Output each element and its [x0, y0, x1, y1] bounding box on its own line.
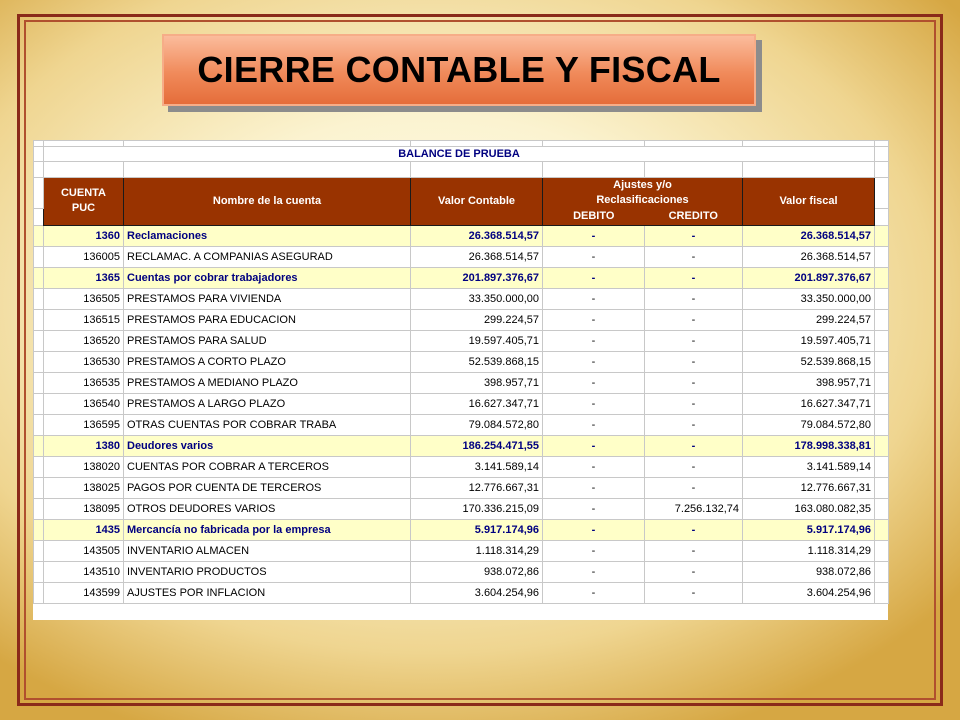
- group-row: [34, 435, 889, 456]
- cell-contable: 938.072,86: [411, 561, 543, 582]
- table-row: [34, 456, 889, 477]
- row-gutter: [875, 246, 889, 267]
- cell-fiscal: 201.897.376,67: [743, 267, 875, 288]
- cell-debito: -: [543, 477, 645, 498]
- cell-fiscal: 299.224,57: [743, 309, 875, 330]
- cell-contable: 5.917.174,96: [411, 519, 543, 540]
- cell-name: PRESTAMOS A CORTO PLAZO: [124, 351, 411, 372]
- row-gutter: [875, 477, 889, 498]
- cell-contable: 201.897.376,67: [411, 267, 543, 288]
- table-row: [34, 309, 889, 330]
- header-nombre: Nombre de la cuenta: [124, 178, 411, 226]
- cell-fiscal: 178.998.338,81: [743, 435, 875, 456]
- row-gutter: [34, 435, 44, 456]
- cell-code: 143505: [44, 540, 124, 561]
- cell-name: PAGOS POR CUENTA DE TERCEROS: [124, 477, 411, 498]
- row-gutter: [34, 267, 44, 288]
- row-gutter: [875, 288, 889, 309]
- cell-code: 138025: [44, 477, 124, 498]
- cell-code: 1435: [44, 519, 124, 540]
- cell-contable: 19.597.405,71: [411, 330, 543, 351]
- cell-name: INVENTARIO PRODUCTOS: [124, 561, 411, 582]
- cell-credito: -: [645, 477, 743, 498]
- cell-credito: -: [645, 309, 743, 330]
- cell-code: 136520: [44, 330, 124, 351]
- cell-contable: 26.368.514,57: [411, 225, 543, 246]
- table-row: [34, 246, 889, 267]
- cell-fiscal: 19.597.405,71: [743, 330, 875, 351]
- cell-name: Cuentas por cobrar trabajadores: [124, 267, 411, 288]
- cell-contable: 1.118.314,29: [411, 540, 543, 561]
- cell-debito: -: [543, 435, 645, 456]
- cell-fiscal: 33.350.000,00: [743, 288, 875, 309]
- row-gutter: [34, 561, 44, 582]
- cell-credito: -: [645, 582, 743, 603]
- cell-fiscal: 16.627.347,71: [743, 393, 875, 414]
- row-gutter: [34, 225, 44, 246]
- cell-credito: -: [645, 351, 743, 372]
- cell-contable: 170.336.215,09: [411, 498, 543, 519]
- row-gutter: [875, 393, 889, 414]
- balance-table: [33, 140, 889, 604]
- cell-fiscal: 938.072,86: [743, 561, 875, 582]
- cell-debito: -: [543, 540, 645, 561]
- cell-debito: -: [543, 498, 645, 519]
- cell-debito: -: [543, 456, 645, 477]
- row-gutter: [875, 561, 889, 582]
- cell-name: OTROS DEUDORES VARIOS: [124, 498, 411, 519]
- cell-name: Deudores varios: [124, 435, 411, 456]
- cell-code: 1360: [44, 225, 124, 246]
- cell-credito: -: [645, 456, 743, 477]
- cell-name: PRESTAMOS A LARGO PLAZO: [124, 393, 411, 414]
- row-gutter: [875, 414, 889, 435]
- table-row: [34, 351, 889, 372]
- row-gutter: [875, 435, 889, 456]
- row-gutter: [34, 477, 44, 498]
- cell-debito: -: [543, 561, 645, 582]
- table-row: [34, 561, 889, 582]
- cell-credito: -: [645, 414, 743, 435]
- cell-contable: 26.368.514,57: [411, 246, 543, 267]
- row-gutter: [34, 372, 44, 393]
- row-gutter: [34, 582, 44, 603]
- cell-contable: 186.254.471,55: [411, 435, 543, 456]
- row-gutter: [34, 393, 44, 414]
- cell-contable: 52.539.868,15: [411, 351, 543, 372]
- cell-code: 1365: [44, 267, 124, 288]
- cell-debito: -: [543, 582, 645, 603]
- table-row: [34, 393, 889, 414]
- cell-code: 138095: [44, 498, 124, 519]
- cell-credito: -: [645, 540, 743, 561]
- row-gutter: [875, 498, 889, 519]
- table-row: [34, 288, 889, 309]
- cell-contable: 33.350.000,00: [411, 288, 543, 309]
- cell-credito: -: [645, 288, 743, 309]
- cell-name: INVENTARIO ALMACEN: [124, 540, 411, 561]
- cell-credito: -: [645, 519, 743, 540]
- cell-code: 1380: [44, 435, 124, 456]
- cell-fiscal: 52.539.868,15: [743, 351, 875, 372]
- cell-credito: -: [645, 561, 743, 582]
- cell-fiscal: 3.141.589,14: [743, 456, 875, 477]
- cell-name: Mercancía no fabricada por la empresa: [124, 519, 411, 540]
- cell-credito: -: [645, 372, 743, 393]
- cell-debito: -: [543, 372, 645, 393]
- header-row: [34, 178, 889, 209]
- cell-name: Reclamaciones: [124, 225, 411, 246]
- spacer-row: [34, 162, 889, 178]
- row-gutter: [34, 351, 44, 372]
- row-gutter: [34, 414, 44, 435]
- cell-name: PRESTAMOS PARA VIVIENDA: [124, 288, 411, 309]
- cell-credito: -: [645, 435, 743, 456]
- row-gutter: [875, 540, 889, 561]
- header-debito: DEBITO: [543, 208, 645, 225]
- cell-code: 136515: [44, 309, 124, 330]
- cell-fiscal: 26.368.514,57: [743, 246, 875, 267]
- row-gutter: [34, 456, 44, 477]
- cell-credito: -: [645, 267, 743, 288]
- cell-fiscal: 26.368.514,57: [743, 225, 875, 246]
- table-caption: BALANCE DE PRUEBA: [44, 147, 875, 162]
- cell-code: 136505: [44, 288, 124, 309]
- row-gutter: [34, 519, 44, 540]
- table-row: [34, 414, 889, 435]
- table-row: [34, 540, 889, 561]
- row-gutter: [34, 246, 44, 267]
- row-gutter: [875, 309, 889, 330]
- header-credito: CREDITO: [645, 208, 743, 225]
- cell-code: 136005: [44, 246, 124, 267]
- cell-contable: 16.627.347,71: [411, 393, 543, 414]
- cell-credito: 7.256.132,74: [645, 498, 743, 519]
- row-gutter: [34, 288, 44, 309]
- row-gutter: [875, 351, 889, 372]
- row-gutter: [875, 267, 889, 288]
- row-gutter: [875, 519, 889, 540]
- cell-name: AJUSTES POR INFLACION: [124, 582, 411, 603]
- row-gutter: [875, 330, 889, 351]
- cell-code: 143510: [44, 561, 124, 582]
- table-row: [34, 372, 889, 393]
- cell-credito: -: [645, 393, 743, 414]
- header-contable: Valor Contable: [411, 178, 543, 226]
- cell-contable: 3.141.589,14: [411, 456, 543, 477]
- row-gutter: [875, 456, 889, 477]
- header-cuenta: CUENTA PUC: [44, 178, 124, 226]
- cell-debito: -: [543, 267, 645, 288]
- cell-contable: 79.084.572,80: [411, 414, 543, 435]
- cell-debito: -: [543, 225, 645, 246]
- row-gutter: [34, 330, 44, 351]
- row-gutter: [875, 225, 889, 246]
- header-ajustes: Ajustes y/o Reclasificaciones: [543, 178, 743, 209]
- group-row: [34, 225, 889, 246]
- table-row: [34, 477, 889, 498]
- cell-debito: -: [543, 414, 645, 435]
- row-gutter: [34, 309, 44, 330]
- cell-contable: 3.604.254,96: [411, 582, 543, 603]
- cell-credito: -: [645, 246, 743, 267]
- cell-fiscal: 163.080.082,35: [743, 498, 875, 519]
- cell-name: RECLAMAC. A COMPANIAS ASEGURAD: [124, 246, 411, 267]
- table-row: [34, 582, 889, 603]
- cell-name: OTRAS CUENTAS POR COBRAR TRABA: [124, 414, 411, 435]
- cell-contable: 12.776.667,31: [411, 477, 543, 498]
- table-row: [34, 330, 889, 351]
- title-banner: [162, 34, 756, 106]
- cell-code: 136595: [44, 414, 124, 435]
- cell-fiscal: 79.084.572,80: [743, 414, 875, 435]
- row-gutter: [34, 498, 44, 519]
- table-row: [34, 498, 889, 519]
- cell-contable: 299.224,57: [411, 309, 543, 330]
- cell-code: 136535: [44, 372, 124, 393]
- cell-fiscal: 1.118.314,29: [743, 540, 875, 561]
- group-row: [34, 267, 889, 288]
- cell-name: CUENTAS POR COBRAR A TERCEROS: [124, 456, 411, 477]
- cell-debito: -: [543, 309, 645, 330]
- page-title: CIERRE CONTABLE Y FISCAL: [197, 49, 721, 90]
- cell-contable: 398.957,71: [411, 372, 543, 393]
- row-gutter: [34, 540, 44, 561]
- header-fiscal: Valor fiscal: [743, 178, 875, 226]
- cell-code: 143599: [44, 582, 124, 603]
- cell-credito: -: [645, 330, 743, 351]
- cell-code: 136540: [44, 393, 124, 414]
- cell-name: PRESTAMOS A MEDIANO PLAZO: [124, 372, 411, 393]
- balance-sheet: [33, 140, 888, 620]
- cell-debito: -: [543, 351, 645, 372]
- cell-code: 136530: [44, 351, 124, 372]
- cell-fiscal: 12.776.667,31: [743, 477, 875, 498]
- cell-debito: -: [543, 246, 645, 267]
- cell-fiscal: 3.604.254,96: [743, 582, 875, 603]
- cell-code: 138020: [44, 456, 124, 477]
- cell-debito: -: [543, 330, 645, 351]
- cell-debito: -: [543, 288, 645, 309]
- row-gutter: [875, 582, 889, 603]
- group-row: [34, 519, 889, 540]
- caption-row: [34, 147, 889, 162]
- row-gutter: [875, 372, 889, 393]
- cell-fiscal: 398.957,71: [743, 372, 875, 393]
- cell-fiscal: 5.917.174,96: [743, 519, 875, 540]
- cell-debito: -: [543, 519, 645, 540]
- cell-debito: -: [543, 393, 645, 414]
- cell-credito: -: [645, 225, 743, 246]
- cell-name: PRESTAMOS PARA SALUD: [124, 330, 411, 351]
- cell-name: PRESTAMOS PARA EDUCACION: [124, 309, 411, 330]
